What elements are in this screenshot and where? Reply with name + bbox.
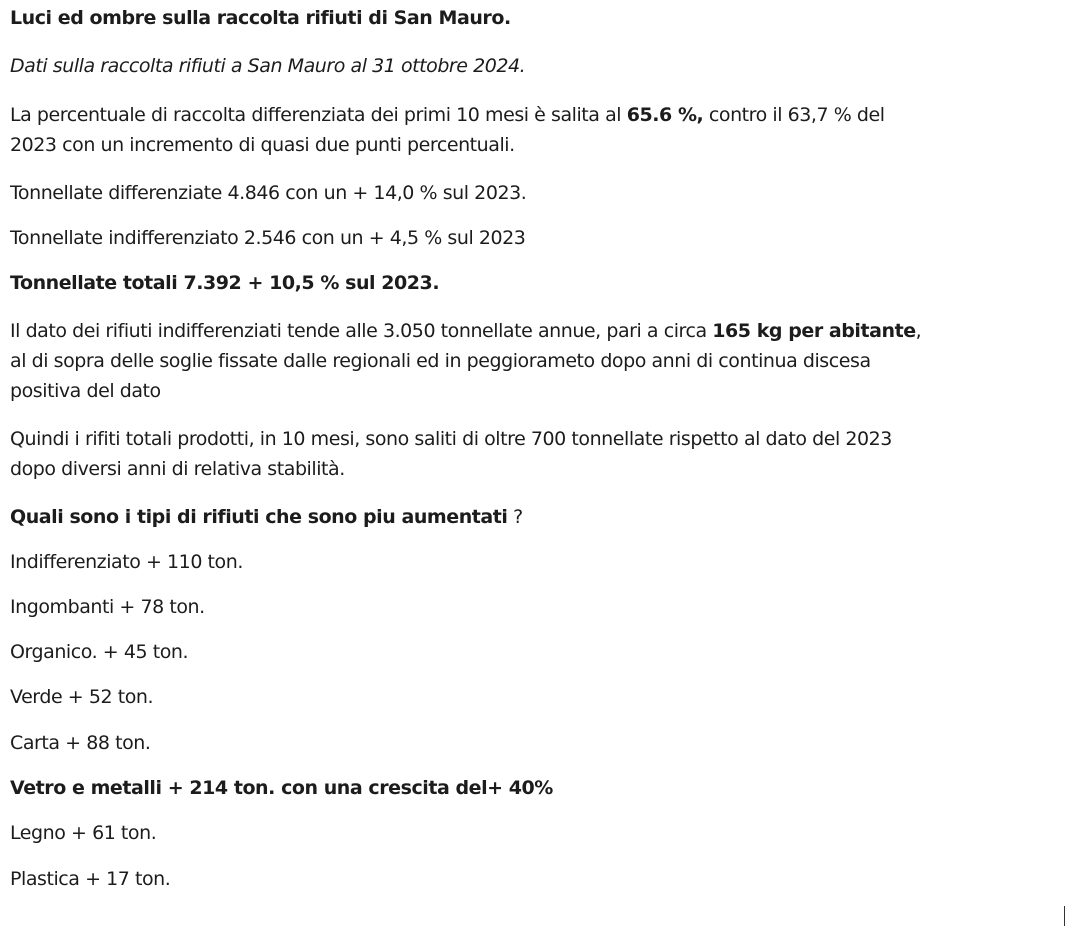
post-title: Luci ed ombre sulla raccolta rifiuti di San Mauro. — [10, 7, 511, 29]
percentage-value: 65.6 %, — [626, 104, 704, 126]
per-capita-paragraph-line-2: al di sopra delle soglie fissate dalle regionali ed in peggiorameto dopo anni di continua discesa — [10, 350, 871, 372]
list-item-carta: Carta + 88 ton. — [10, 732, 151, 754]
list-item-ingombranti: Ingombanti + 78 ton. — [10, 596, 205, 618]
list-item-vetro-metalli: Vetro e metalli + 214 ton. con una crescita del+ 40% — [10, 777, 553, 799]
percentage-paragraph-line-1 — [10, 100, 885, 130]
differenziate-line: Tonnellate differenziate 4.846 con un + 14,0 % sul 2023. — [10, 182, 527, 204]
list-item-legno: Legno + 61 ton. — [10, 822, 157, 844]
list-item-plastica: Plastica + 17 ton. — [10, 868, 171, 890]
totali-line: Tonnellate totali 7.392 + 10,5 % sul 2023. — [10, 272, 440, 294]
list-item-verde: Verde + 52 ton. — [10, 686, 154, 708]
percentage-text-end: contro il 63,7 % del — [703, 104, 885, 126]
percentage-text-start: La percentuale di raccolta differenziata dei primi 10 mesi è salita al — [10, 104, 627, 126]
per-capita-text-end: , — [915, 320, 922, 342]
list-item-indifferenziato: Indifferenziato + 110 ton. — [10, 551, 243, 573]
percentage-paragraph-line-2: 2023 con un incremento di quasi due punti percentuali. — [10, 134, 515, 156]
per-capita-value: 165 kg per abitante — [712, 320, 916, 342]
list-item-organico: Organico. + 45 ton. — [10, 641, 189, 663]
per-capita-paragraph-line-1 — [10, 316, 921, 346]
totals-paragraph-line-2: dopo diversi anni di relativa stabilità. — [10, 458, 345, 480]
indifferenziato-line: Tonnellate indifferenziato 2.546 con un + 4,5 % sul 2023 — [10, 227, 526, 249]
question-line — [10, 502, 523, 532]
post-subtitle: Dati sulla raccolta rifiuti a San Mauro al 31 ottobre 2024. — [10, 55, 526, 77]
question-text: Quali sono i tipi di rifiuti che sono piu aumentati — [10, 506, 508, 528]
totals-paragraph-line-1: Quindi i rifiti totali prodotti, in 10 mesi, sono saliti di oltre 700 tonnellate rispetto al dato del 2023 — [10, 428, 892, 450]
per-capita-paragraph-line-3: positiva del dato — [10, 380, 161, 402]
text-cursor — [1064, 906, 1065, 926]
per-capita-text-start: Il dato dei rifiuti indifferenziati tende alle 3.050 tonnellate annue, pari a circa — [10, 320, 713, 342]
question-mark: ? — [507, 506, 523, 528]
